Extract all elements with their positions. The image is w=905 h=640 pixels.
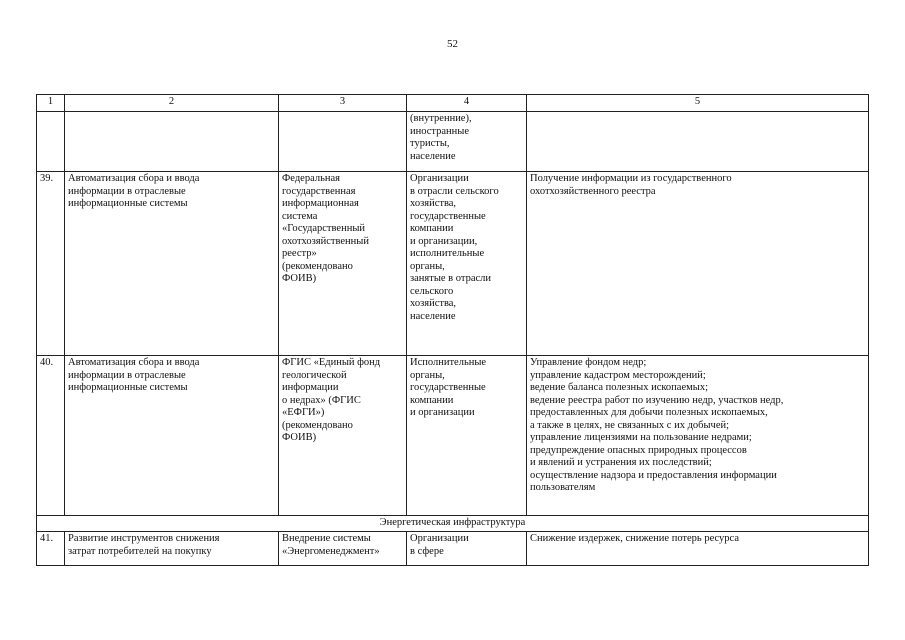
- cell-line: Развитие инструментов снижения: [68, 533, 220, 544]
- cell-line: управление кадастром месторождений;: [530, 369, 706, 381]
- cell-line: геологической: [282, 369, 347, 381]
- cell-line: информации в отраслевые: [68, 185, 186, 197]
- table-row: [37, 172, 869, 356]
- cell-line: население: [410, 150, 456, 162]
- functions-cell: [527, 172, 869, 356]
- cell-line: государственная: [282, 185, 356, 197]
- cell-line: затрат потребителей на покупку: [68, 545, 212, 557]
- cell-line: и явлений и устранения их последствий;: [530, 457, 712, 468]
- cell-line: население: [410, 310, 456, 322]
- column-header-1: 1: [37, 95, 65, 112]
- document-table: [36, 94, 869, 566]
- page-bottom-crop: [0, 590, 905, 640]
- cell-line: «Государственный: [282, 223, 365, 234]
- cell-line: государственные: [410, 382, 486, 393]
- functions-cell: [527, 532, 869, 566]
- cell-line: Организации: [410, 533, 469, 544]
- cell-line: компании: [410, 394, 454, 406]
- row-number-cell: [37, 112, 65, 172]
- cell-line: предупреждение опасных природных процессов: [530, 444, 747, 456]
- cell-line: органы,: [410, 260, 445, 272]
- cell-line: информационные системы: [68, 382, 188, 393]
- cell-line: охотхозяйственный: [282, 235, 369, 247]
- cell-line: информации в отраслевые: [68, 369, 186, 381]
- section-title: Энергетическая инфраструктура: [37, 516, 869, 532]
- cell-line: «Энергоменеджмент»: [282, 545, 380, 557]
- system-cell: [279, 112, 407, 172]
- task-cell: [65, 172, 279, 356]
- cell-line: органы,: [410, 369, 445, 381]
- table-row: [37, 356, 869, 516]
- cell-line: информации: [282, 382, 339, 393]
- cell-line: Организации: [410, 173, 469, 184]
- cell-line: ФОИВ): [282, 273, 317, 284]
- cell-line: информационные системы: [68, 198, 188, 209]
- cell-line: Исполнительные: [410, 357, 487, 368]
- cell-line: хозяйства,: [410, 298, 457, 309]
- cell-line: охотхозяйственного реестра: [530, 185, 656, 197]
- cell-line: занятые в отрасли: [410, 273, 492, 284]
- cell-line: и организации: [410, 407, 475, 418]
- cell-line: компании: [410, 223, 454, 234]
- cell-line: Внедрение системы: [282, 533, 371, 544]
- cell-line: хозяйства,: [410, 198, 457, 209]
- cell-line: система: [282, 210, 318, 222]
- users-cell: [407, 172, 527, 356]
- cell-line: Управление фондом недр;: [530, 357, 647, 368]
- cell-line: пользователям: [530, 482, 596, 493]
- cell-line: и организации,: [410, 235, 478, 247]
- task-cell: [65, 356, 279, 516]
- cell-line: (рекомендовано: [282, 260, 353, 272]
- column-header-2: 2: [65, 95, 279, 112]
- cell-line: государственные: [410, 210, 486, 222]
- column-header-5: 5: [527, 95, 869, 112]
- page-number: 52: [447, 38, 458, 50]
- section-row: [37, 516, 869, 532]
- cell-line: туристы,: [410, 138, 450, 149]
- cell-line: Автоматизация сбора и ввода: [68, 357, 200, 368]
- cell-line: исполнительные: [410, 248, 485, 259]
- row-number-cell: 40.: [37, 356, 65, 516]
- cell-line: Снижение издержек, снижение потерь ресурса: [530, 533, 739, 544]
- cell-line: о недрах» (ФГИС: [282, 394, 361, 406]
- table-row-continuation: [37, 112, 869, 172]
- functions-cell: [527, 356, 869, 516]
- cell-line: (внутренние),: [410, 113, 472, 124]
- task-cell: [65, 532, 279, 566]
- cell-line: Федеральная: [282, 173, 340, 184]
- cell-line: информационная: [282, 198, 359, 209]
- cell-line: в отрасли сельского: [410, 185, 499, 197]
- cell-line: Автоматизация сбора и ввода: [68, 173, 200, 184]
- users-cell: [407, 532, 527, 566]
- cell-line: иностранные: [410, 125, 469, 137]
- cell-line: управление лицензиями на пользование недрами;: [530, 432, 752, 443]
- system-cell: [279, 172, 407, 356]
- users-cell: [407, 112, 527, 172]
- cell-line: реестр»: [282, 248, 317, 259]
- system-cell: [279, 356, 407, 516]
- row-number-cell: 39.: [37, 172, 65, 356]
- cell-line: ФГИС «Единый фонд: [282, 357, 381, 368]
- cell-line: в сфере: [410, 545, 444, 557]
- cell-line: (рекомендовано: [282, 419, 353, 431]
- row-number-cell: 41.: [37, 532, 65, 566]
- cell-line: ведение баланса полезных ископаемых;: [530, 382, 708, 393]
- cell-line: ФОИВ): [282, 432, 317, 443]
- functions-cell: [527, 112, 869, 172]
- cell-line: осуществление надзора и предоставления информации: [530, 469, 777, 481]
- cell-line: предоставленных для добычи полезных ископаемых,: [530, 407, 768, 418]
- cell-line: «ЕФГИ»): [282, 407, 325, 418]
- task-cell: [65, 112, 279, 172]
- system-cell: [279, 532, 407, 566]
- column-header-3: 3: [279, 95, 407, 112]
- table-row: [37, 532, 869, 566]
- cell-line: ведение реестра работ по изучению недр, участков недр,: [530, 394, 784, 406]
- cell-line: сельского: [410, 285, 454, 297]
- header-row: [37, 95, 869, 112]
- column-header-4: 4: [407, 95, 527, 112]
- cell-line: Получение информации из государственного: [530, 173, 732, 184]
- users-cell: [407, 356, 527, 516]
- cell-line: а также в целях, не связанных с их добычей;: [530, 419, 730, 431]
